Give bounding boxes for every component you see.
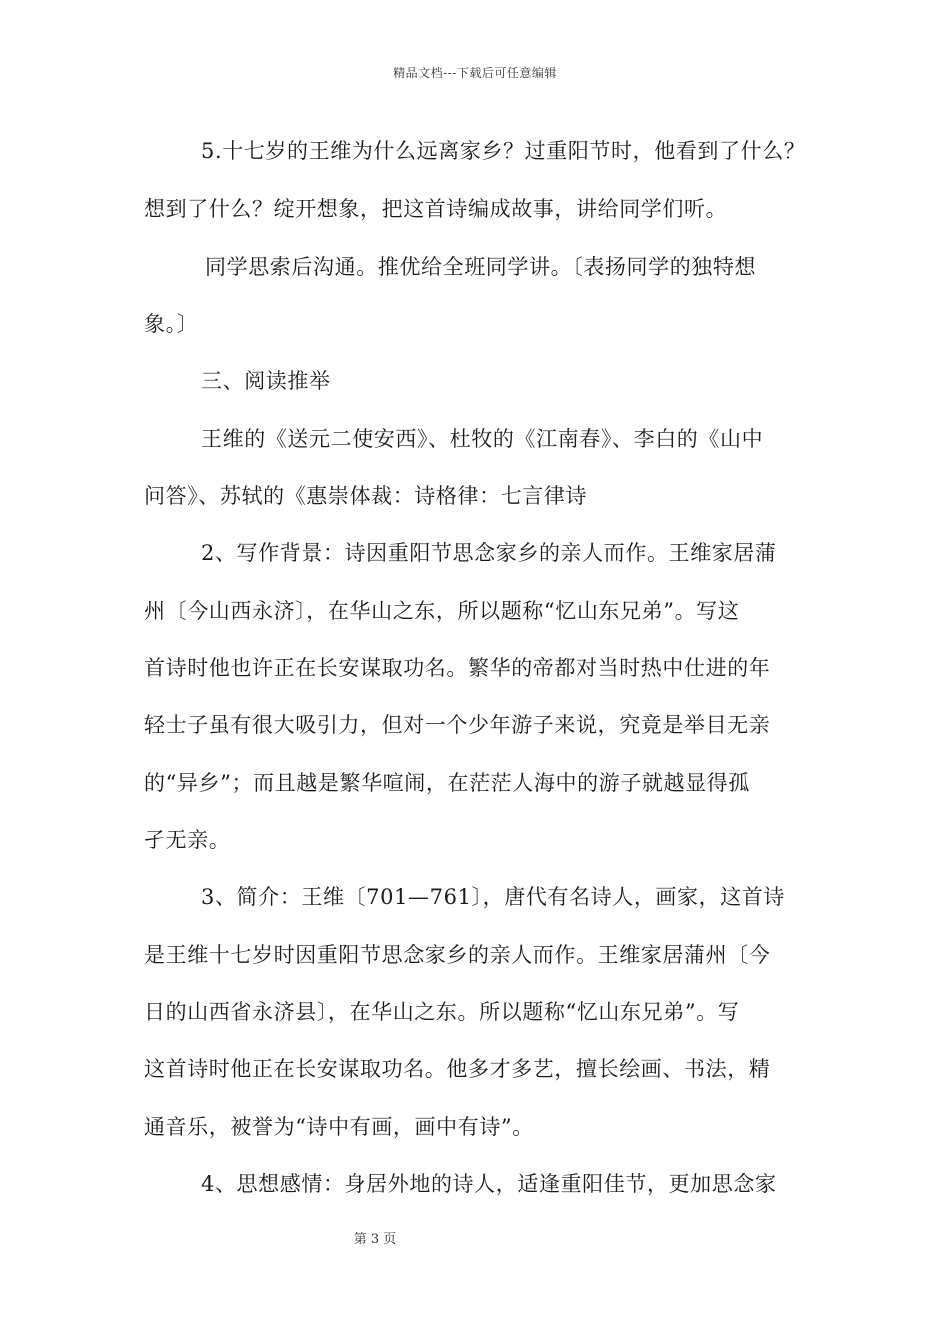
text-line: 州〔今山西永济〕，在华山之东，所以题称“忆山东兄弟”。写这 bbox=[144, 599, 740, 623]
text-line: 孑无亲。 bbox=[144, 828, 231, 852]
text-line: 通音乐，被誉为“诗中有画，画中有诗”。 bbox=[144, 1115, 534, 1139]
text-line: 日的山西省永济县〕，在华山之东。所以题称“忆山东兄弟”。写 bbox=[144, 1000, 740, 1024]
text-line: 想到了什么？绽开想象，把这首诗编成故事，讲给同学们听。 bbox=[144, 197, 728, 221]
text-line: 这首诗时他正在长安谋取功名。他多才多艺，擅长绘画、书法，精 bbox=[144, 1057, 771, 1081]
text-line: 5.十七岁的王维为什么远离家乡？过重阳节时，他看到了什么？ bbox=[201, 139, 806, 163]
text-line: 2、写作背景：诗因重阳节思念家乡的亲人而作。王维家居蒲 bbox=[201, 541, 777, 565]
text-line: 象。〕 bbox=[144, 312, 199, 336]
text-line: 轻士子虽有很大吸引力，但对一个少年游子来说，究竟是举目无亲 bbox=[144, 713, 771, 737]
text-line: 4、思想感情：身居外地的诗人，适逢重阳佳节，更加思念家 bbox=[201, 1172, 777, 1196]
text-line: 首诗时他也许正在长安谋取功名。繁华的帝都对当时热中仕进的年 bbox=[144, 656, 771, 680]
text-line: 王维的《送元二使安西》、杜牧的《江南春》、李白的《山中 bbox=[201, 427, 764, 451]
text-line: 3、简介：王维〔701—761〕，唐代有名诗人，画家，这首诗 bbox=[201, 885, 786, 909]
page-header: 精品文档---下载后可任意编辑 bbox=[393, 66, 557, 80]
text-line: 问答》、苏轼的《惠崇体裁：诗格律：七言律诗 bbox=[144, 484, 588, 508]
text-line: 是王维十七岁时因重阳节思念家乡的亲人而作。王维家居蒲州〔今 bbox=[144, 943, 771, 967]
section-heading: 三、阅读推举 bbox=[201, 369, 331, 393]
text-line: 同学思索后沟通。推优给全班同学讲。〔表扬同学的独特想 bbox=[205, 255, 757, 279]
text-line: 的“异乡”；而且越是繁华喧闹，在茫茫人海中的游子就越显得孤 bbox=[144, 771, 750, 795]
page-number: 第 3 页 bbox=[353, 1232, 397, 1247]
